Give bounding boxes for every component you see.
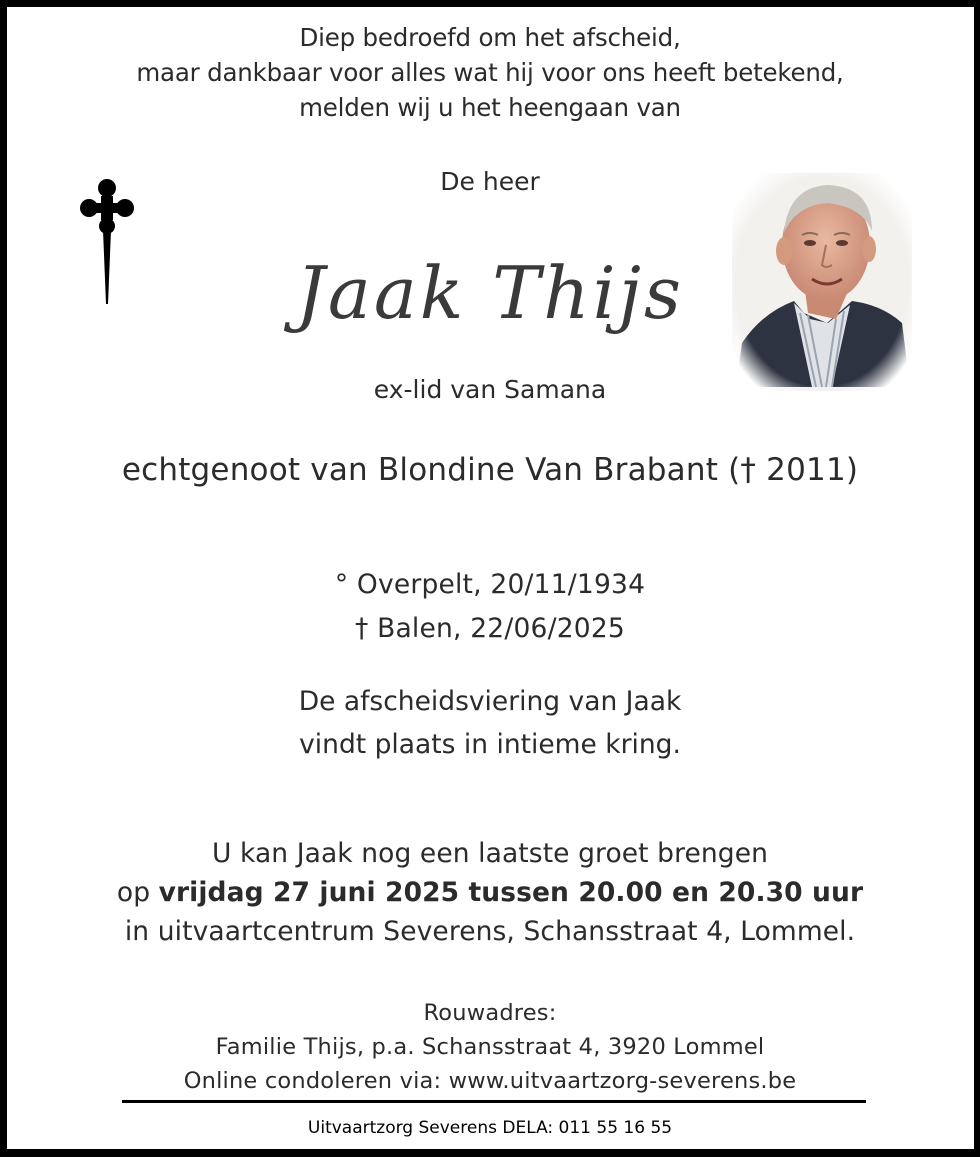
intro-line-2: maar dankbaar voor alles wat hij voor ons heeft betekend, [136, 58, 844, 87]
visit-datetime: vrijdag 27 juni 2025 tussen 20.00 en 20.30 uur [158, 877, 864, 908]
visit-line-3: in uitvaartcentrum Severens, Schansstraat 4, Lommel. [124, 916, 856, 947]
farewell-line-2: vindt plaats in intieme kring. [299, 729, 681, 760]
farewell-text [0, 680, 980, 766]
intro-text [0, 20, 980, 125]
intro-line-3: melden wij u het heengaan van [299, 93, 681, 122]
footer-contact: Uitvaartzorg Severens DELA: 011 55 16 55 [307, 1118, 673, 1138]
portrait-photo [732, 173, 912, 391]
visit-line-2 [0, 873, 980, 912]
membership: ex-lid van Samana [373, 375, 607, 404]
divider [122, 1100, 866, 1103]
intro-line-1: Diep bedroefd om het afscheid, [299, 23, 681, 52]
life-dates [0, 563, 980, 651]
address-label: Rouwadres: [423, 1000, 557, 1026]
spouse-line: echtgenoot van Blondine Van Brabant († 2011) [121, 452, 859, 488]
mourning-address [0, 996, 980, 1098]
visit-line-1: U kan Jaak nog een laatste groet brengen [211, 838, 769, 869]
farewell-line-1: De afscheidsviering van Jaak [298, 686, 682, 717]
address-line: Familie Thijs, p.a. Schansstraat 4, 3920 Lommel [215, 1034, 765, 1060]
online-condolence: Online condoleren via: www.uitvaartzorg-severens.be [183, 1068, 797, 1094]
visit-text [0, 834, 980, 951]
visit-line-2-prefix: op [116, 877, 159, 908]
death-date: † Balen, 22/06/2025 [355, 613, 625, 644]
birth-date: ° Overpelt, 20/11/1934 [334, 569, 646, 600]
salutation: De heer [440, 167, 540, 196]
deceased-name: Jaak Thijs [296, 251, 684, 335]
